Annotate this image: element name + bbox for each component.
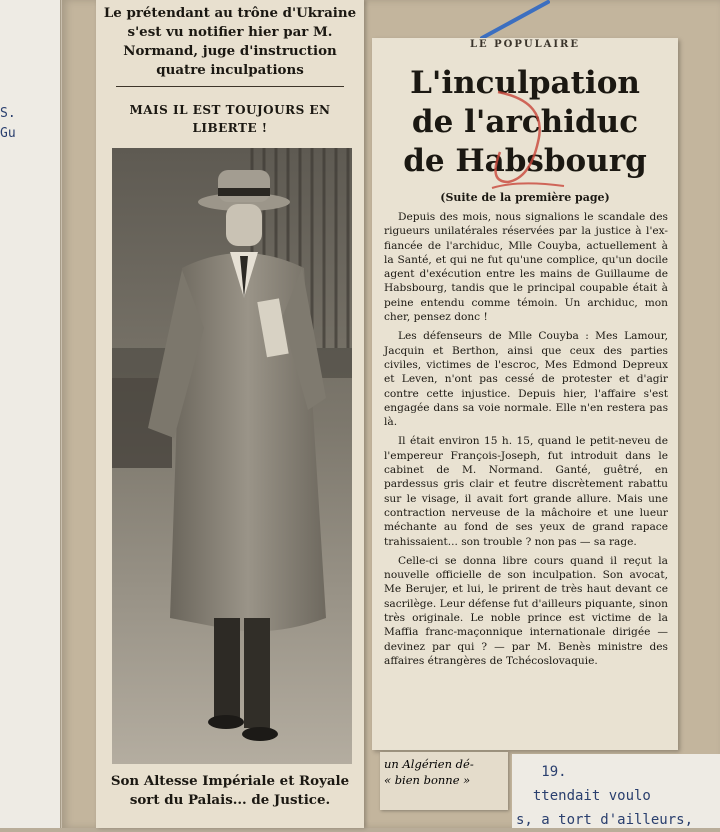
fragment-line-1: un Algérien dé- <box>384 757 474 771</box>
underlying-text-line-1: S. <box>0 106 16 121</box>
left-headline: Le prétendant au trône d'Ukraine s'est vu notifier hier par M. Normand, juge d'instruction quatre inculpations <box>103 5 357 78</box>
fragment-line-2: « bien bonne » <box>384 773 471 787</box>
title-line-3: de Habsbourg <box>403 143 647 179</box>
title-line-1: L'inculpation <box>410 65 640 101</box>
left-subhead: MAIS IL EST TOUJOURS EN LIBERTE ! <box>129 103 331 135</box>
title-line-2: de l'archiduc <box>411 104 639 140</box>
right-newspaper-clipping <box>372 38 678 750</box>
archduke-photo <box>112 148 352 764</box>
article-body <box>384 210 668 668</box>
typed-line-3: s, a tort d'ailleurs, <box>516 812 694 828</box>
article-paragraph-4: Celle-ci se donna libre cours quand il reçut la nouvelle officielle de son inculpation. Son avocat, Me Berujer, et lui, le prirent de très haut devant ce sacrilège. Leur défense fut d'ailleurs piquante, sinon très originale. Le noble prince est victime de la Maffia franc-maçonnique internationale dirigée — devinez par qui ? — par M. Benès ministre des affaires étrangères de Tchécoslovaquie. <box>384 554 668 667</box>
archduke-photo-drawing <box>112 148 352 764</box>
typed-line-2: ttendait voulo <box>516 788 651 804</box>
bottom-clipping-fragment <box>380 752 508 810</box>
continued-note: (Suite de la première page) <box>440 191 610 204</box>
article-title <box>372 64 678 181</box>
article-paragraph-1: Depuis des mois, nous signalions le scandale des rigueurs unilatérales réservées par la justice à l'ex-fiancée de l'archiduc, Mlle Couyba, actuellement à la Santé, et qui ne fut qu'une complice, qu'un docile agent d'exécution entre les mains de Guillaume de Habsbourg, tandis que le principal coupable était à peine entendu comme témoin. Un archiduc, mon cher, pensez donc ! <box>384 211 668 324</box>
underlying-text-line-2: Gu <box>0 126 16 141</box>
left-newspaper-clipping <box>96 0 364 828</box>
typed-letter-fragment <box>512 754 720 828</box>
underlying-typed-sheet <box>0 0 61 828</box>
underlying-sheet-text <box>0 104 16 144</box>
left-divider <box>116 86 344 87</box>
newspaper-name: LE POPULAIRE <box>469 39 580 50</box>
article-paragraph-3: Il était environ 15 h. 15, quand le petit-neveu de l'empereur François-Joseph, fut introduit dans le cabinet de M. Normand. Ganté, guêtré, en pardessus gris clair et feutre discrètement rabattu sur le visage, il avait fort grande allure. Mais une contraction nerveuse de la mâchoire et une lueur méchante au fond de ses yeux de grand rapace trahissaient... son trouble ? non pas — sa rage. <box>384 435 668 548</box>
photo-caption: Son Altesse Impériale et Royale sort du Palais... de Justice. <box>110 773 350 808</box>
article-paragraph-2: Les défenseurs de Mlle Couyba : Mes Lamour, Jacquin et Berthon, ainsi que ceux des parties civiles, victimes de l'escroc, Mes Edmond Depreux et Leven, n'ont pas cessé de protester et d'agir contre cette injustice. Depuis hier, l'affaire s'est engagée dans sa voie normale. Elle n'en restera pas là. <box>384 330 668 429</box>
typed-line-1: 19. <box>516 764 567 780</box>
